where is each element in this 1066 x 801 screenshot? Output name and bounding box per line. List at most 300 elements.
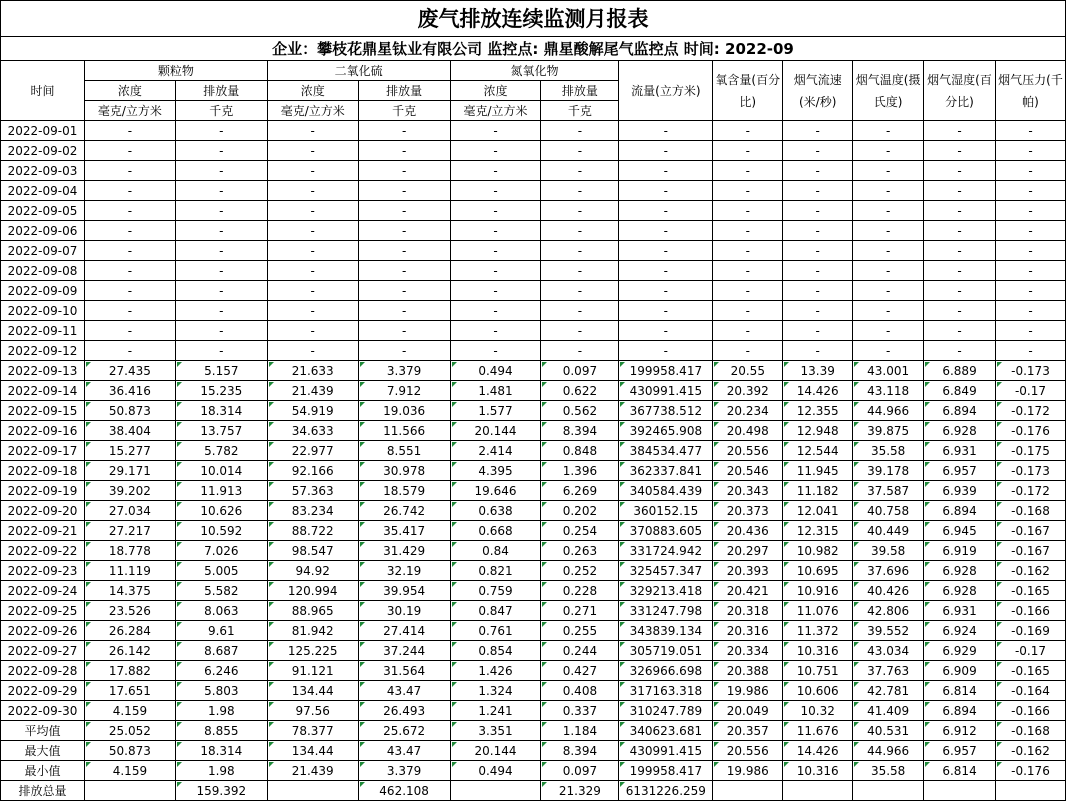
data-cell: 83.234 [267,501,358,521]
data-cell: - [175,181,267,201]
data-cell: 40.758 [853,501,924,521]
summary-cell [924,781,996,801]
data-cell: 20.316 [713,621,783,641]
header-so2-concentration: 浓度 [267,81,358,101]
data-cell: - [267,341,358,361]
summary-cell: 159.392 [175,781,267,801]
data-cell: - [853,161,924,181]
data-cell: 367738.512 [619,401,713,421]
data-cell: 6.945 [924,521,996,541]
data-cell: - [783,301,853,321]
data-row [1,221,1066,241]
data-label: 2022-09-22 [1,541,85,561]
data-cell: - [853,321,924,341]
data-cell: 29.171 [84,461,175,481]
data-cell: 0.761 [450,621,541,641]
data-cell: 12.355 [783,401,853,421]
data-cell: - [783,341,853,361]
data-cell: - [619,161,713,181]
data-cell: 0.337 [541,701,619,721]
summary-cell: -0.168 [995,721,1065,741]
data-cell: 6.894 [924,501,996,521]
data-cell: 9.61 [175,621,267,641]
data-cell: - [924,301,996,321]
data-cell: - [541,321,619,341]
data-cell: - [924,241,996,261]
summary-label: 最大值 [1,741,85,761]
data-cell: 6.894 [924,701,996,721]
data-cell: -0.165 [995,661,1065,681]
data-cell: 6.939 [924,481,996,501]
data-cell: 7.026 [175,541,267,561]
data-row [1,601,1066,621]
data-label: 2022-09-06 [1,221,85,241]
data-cell: 12.041 [783,501,853,521]
unit-nox-emission: 千克 [541,101,619,121]
data-cell: 305719.051 [619,641,713,661]
data-cell: 11.182 [783,481,853,501]
data-cell: 43.001 [853,361,924,381]
data-cell: 0.228 [541,581,619,601]
data-label: 2022-09-24 [1,581,85,601]
data-cell: 88.965 [267,601,358,621]
data-cell: 38.404 [84,421,175,441]
summary-cell [853,781,924,801]
data-cell: - [783,161,853,181]
data-cell: 43.47 [358,681,450,701]
data-cell: 26.493 [358,701,450,721]
data-cell: 40.449 [853,521,924,541]
data-cell: - [358,181,450,201]
data-cell: 15.235 [175,381,267,401]
header-nox: 氮氧化物 [450,61,619,81]
data-cell: 6.924 [924,621,996,641]
data-cell: 39.954 [358,581,450,601]
data-cell: 325457.347 [619,561,713,581]
data-cell: - [924,121,996,141]
data-cell: 360152.15 [619,501,713,521]
data-cell: 26.742 [358,501,450,521]
data-cell: 0.244 [541,641,619,661]
data-cell: - [541,221,619,241]
data-row [1,141,1066,161]
data-label: 2022-09-09 [1,281,85,301]
data-cell: 11.119 [84,561,175,581]
header-oxygen: 氧含量(百分比) [713,61,783,121]
data-cell: -0.169 [995,621,1065,641]
data-cell: 5.803 [175,681,267,701]
data-cell: 4.159 [84,701,175,721]
data-cell: 19.986 [713,681,783,701]
summary-cell: 4.159 [84,761,175,781]
summary-cell: 20.144 [450,741,541,761]
data-cell: - [450,161,541,181]
data-cell: - [995,341,1065,361]
data-cell: - [175,301,267,321]
data-cell: - [619,221,713,241]
data-cell: 1.98 [175,701,267,721]
data-cell: 370883.605 [619,521,713,541]
data-cell: - [713,281,783,301]
data-row [1,641,1066,661]
data-cell: 37.763 [853,661,924,681]
data-cell: 5.582 [175,581,267,601]
data-cell: - [175,321,267,341]
summary-cell: 20.357 [713,721,783,741]
header-nox-concentration: 浓度 [450,81,541,101]
data-row [1,561,1066,581]
data-cell: - [175,201,267,221]
data-cell: 1.426 [450,661,541,681]
data-cell: - [713,201,783,221]
data-cell: - [267,261,358,281]
data-cell: - [450,281,541,301]
summary-cell: -0.162 [995,741,1065,761]
data-cell: - [713,301,783,321]
data-cell: - [853,301,924,321]
data-cell: - [924,181,996,201]
data-cell: 6.814 [924,681,996,701]
data-cell: 343839.134 [619,621,713,641]
data-label: 2022-09-30 [1,701,85,721]
data-cell: 42.806 [853,601,924,621]
data-cell: - [541,241,619,261]
data-cell: -0.164 [995,681,1065,701]
data-cell: - [450,261,541,281]
data-cell: 10.606 [783,681,853,701]
data-cell: 40.426 [853,581,924,601]
data-cell: 8.063 [175,601,267,621]
data-row [1,241,1066,261]
data-label: 2022-09-10 [1,301,85,321]
data-label: 2022-09-12 [1,341,85,361]
data-cell: 21.439 [267,381,358,401]
data-row [1,461,1066,481]
data-cell: 0.427 [541,661,619,681]
data-cell: - [783,241,853,261]
summary-cell: -0.176 [995,761,1065,781]
data-cell: - [450,321,541,341]
data-cell: -0.166 [995,601,1065,621]
data-cell: 18.314 [175,401,267,421]
data-label: 2022-09-02 [1,141,85,161]
summary-cell: 6.912 [924,721,996,741]
data-cell: - [175,221,267,241]
data-cell: - [175,161,267,181]
data-cell: 32.19 [358,561,450,581]
data-cell: - [853,221,924,241]
data-cell: 0.263 [541,541,619,561]
data-cell: - [783,321,853,341]
data-cell: 23.526 [84,601,175,621]
data-cell: 11.913 [175,481,267,501]
data-cell: 43.034 [853,641,924,661]
data-cell: 6.928 [924,421,996,441]
data-cell: 317163.318 [619,681,713,701]
data-cell: - [995,161,1065,181]
data-cell: - [175,241,267,261]
data-cell: 20.318 [713,601,783,621]
data-cell: 4.395 [450,461,541,481]
data-cell: - [84,321,175,341]
summary-cell [450,781,541,801]
data-cell: - [267,201,358,221]
data-cell: - [783,121,853,141]
data-cell: - [995,201,1065,221]
summary-cell: 6131226.259 [619,781,713,801]
data-cell: - [995,121,1065,141]
data-cell: - [84,221,175,241]
data-cell: 26.142 [84,641,175,661]
data-cell: 134.44 [267,681,358,701]
summary-cell: 462.108 [358,781,450,801]
data-cell: 27.034 [84,501,175,521]
data-cell: 1.396 [541,461,619,481]
data-label: 2022-09-21 [1,521,85,541]
header-temperature: 烟气温度(摄氏度) [853,61,924,121]
data-cell: 3.379 [358,361,450,381]
data-label: 2022-09-05 [1,201,85,221]
summary-cell: 78.377 [267,721,358,741]
data-cell: 0.097 [541,361,619,381]
data-cell: - [924,321,996,341]
data-cell: 27.414 [358,621,450,641]
data-row [1,301,1066,321]
summary-cell: 25.672 [358,721,450,741]
summary-row [1,741,1066,761]
data-cell: 10.916 [783,581,853,601]
data-cell: -0.176 [995,421,1065,441]
data-cell: -0.165 [995,581,1065,601]
data-cell: 6.931 [924,441,996,461]
data-cell: 430991.415 [619,381,713,401]
data-cell: - [541,141,619,161]
data-cell: 13.757 [175,421,267,441]
summary-cell: 43.47 [358,741,450,761]
data-cell: 6.929 [924,641,996,661]
data-label: 2022-09-27 [1,641,85,661]
data-row [1,481,1066,501]
data-cell: 21.633 [267,361,358,381]
data-cell: - [450,121,541,141]
data-cell: 0.848 [541,441,619,461]
data-cell: - [995,181,1065,201]
data-cell: 326966.698 [619,661,713,681]
data-cell: -0.172 [995,481,1065,501]
data-label: 2022-09-04 [1,181,85,201]
data-cell: - [853,181,924,201]
data-cell: - [84,161,175,181]
data-cell: 30.19 [358,601,450,621]
data-cell: 10.014 [175,461,267,481]
data-row [1,581,1066,601]
data-cell: 97.56 [267,701,358,721]
data-cell: 10.626 [175,501,267,521]
data-cell: 6.246 [175,661,267,681]
data-cell: - [713,221,783,241]
data-cell: - [175,141,267,161]
data-cell: 92.166 [267,461,358,481]
data-cell: - [853,261,924,281]
data-cell: - [267,141,358,161]
report-subtitle: 企业：攀枝花鼎星钛业有限公司 监控点: 鼎星酸解尾气监控点 时间: 2022-09 [1,37,1066,61]
data-cell: - [84,201,175,221]
data-cell: 6.931 [924,601,996,621]
data-label: 2022-09-13 [1,361,85,381]
data-cell: - [84,341,175,361]
data-cell: 8.687 [175,641,267,661]
data-cell: - [358,261,450,281]
summary-cell: 21.439 [267,761,358,781]
data-cell: - [924,341,996,361]
data-cell: - [853,281,924,301]
data-cell: 11.076 [783,601,853,621]
data-cell: - [619,301,713,321]
data-cell: - [853,341,924,361]
data-cell: 0.668 [450,521,541,541]
data-cell: 6.269 [541,481,619,501]
data-cell: - [995,281,1065,301]
data-cell: 11.945 [783,461,853,481]
data-row [1,621,1066,641]
data-cell: 6.894 [924,401,996,421]
data-cell: 20.556 [713,441,783,461]
summary-label: 排放总量 [1,781,85,801]
unit-particulate-concentration: 毫克/立方米 [84,101,175,121]
data-cell: 43.118 [853,381,924,401]
data-cell: 199958.417 [619,361,713,381]
data-cell: -0.17 [995,381,1065,401]
header-pressure: 烟气压力(千帕) [995,61,1065,121]
data-cell: - [267,221,358,241]
data-cell: 340584.439 [619,481,713,501]
summary-cell [84,781,175,801]
summary-cell: 0.494 [450,761,541,781]
data-cell: - [84,141,175,161]
data-cell: 19.036 [358,401,450,421]
data-cell: - [924,261,996,281]
summary-cell: 11.676 [783,721,853,741]
data-cell: 1.481 [450,381,541,401]
data-cell: - [450,221,541,241]
data-cell: - [450,181,541,201]
data-cell: -0.17 [995,641,1065,661]
summary-label: 最小值 [1,761,85,781]
data-label: 2022-09-18 [1,461,85,481]
data-cell: 6.919 [924,541,996,561]
data-cell: - [267,241,358,261]
data-cell: 10.32 [783,701,853,721]
data-cell: 1.324 [450,681,541,701]
data-cell: 11.372 [783,621,853,641]
data-cell: 18.579 [358,481,450,501]
unit-nox-concentration: 毫克/立方米 [450,101,541,121]
data-cell: - [541,161,619,181]
summary-cell: 44.966 [853,741,924,761]
data-cell: 20.144 [450,421,541,441]
summary-cell: 40.531 [853,721,924,741]
data-cell: 31.564 [358,661,450,681]
data-cell: - [995,221,1065,241]
data-label: 2022-09-19 [1,481,85,501]
data-label: 2022-09-15 [1,401,85,421]
data-row [1,321,1066,341]
summary-cell: 10.316 [783,761,853,781]
data-label: 2022-09-07 [1,241,85,261]
data-row [1,381,1066,401]
data-cell: 13.39 [783,361,853,381]
unit-so2-concentration: 毫克/立方米 [267,101,358,121]
data-cell: 30.978 [358,461,450,481]
data-cell: 12.544 [783,441,853,461]
summary-cell: 25.052 [84,721,175,741]
data-cell: 0.254 [541,521,619,541]
header-time: 时间 [1,61,85,121]
data-cell: 0.202 [541,501,619,521]
data-cell: - [84,241,175,261]
header-so2-emission: 排放量 [358,81,450,101]
data-cell: - [541,301,619,321]
data-label: 2022-09-11 [1,321,85,341]
data-cell: - [358,341,450,361]
summary-cell: 21.329 [541,781,619,801]
data-cell: 20.392 [713,381,783,401]
header-humidity: 烟气湿度(百分比) [924,61,996,121]
data-cell: 35.58 [853,441,924,461]
data-cell: 0.255 [541,621,619,641]
data-cell: 0.854 [450,641,541,661]
data-cell: - [713,121,783,141]
data-cell: - [853,241,924,261]
data-cell: 5.005 [175,561,267,581]
data-label: 2022-09-01 [1,121,85,141]
data-cell: - [783,261,853,281]
data-cell: - [84,261,175,281]
data-cell: 41.409 [853,701,924,721]
data-cell: 6.928 [924,581,996,601]
data-row [1,401,1066,421]
summary-cell: 14.426 [783,741,853,761]
data-cell: - [995,301,1065,321]
data-cell: 7.912 [358,381,450,401]
data-cell: - [924,281,996,301]
data-cell: 39.875 [853,421,924,441]
data-cell: 20.546 [713,461,783,481]
data-cell: 20.393 [713,561,783,581]
data-cell: - [713,161,783,181]
data-cell: 11.566 [358,421,450,441]
data-cell: 0.408 [541,681,619,701]
data-cell: - [267,281,358,301]
summary-cell: 19.986 [713,761,783,781]
data-cell: 1.577 [450,401,541,421]
data-cell: - [358,241,450,261]
data-cell: 26.284 [84,621,175,641]
data-row [1,541,1066,561]
data-cell: - [783,201,853,221]
data-cell: 0.494 [450,361,541,381]
summary-cell: 430991.415 [619,741,713,761]
data-cell: 31.429 [358,541,450,561]
data-cell: - [541,201,619,221]
data-label: 2022-09-28 [1,661,85,681]
data-cell: 20.297 [713,541,783,561]
data-cell: 6.957 [924,461,996,481]
data-cell: - [853,121,924,141]
data-cell: - [84,181,175,201]
summary-row [1,721,1066,741]
data-cell: 14.426 [783,381,853,401]
